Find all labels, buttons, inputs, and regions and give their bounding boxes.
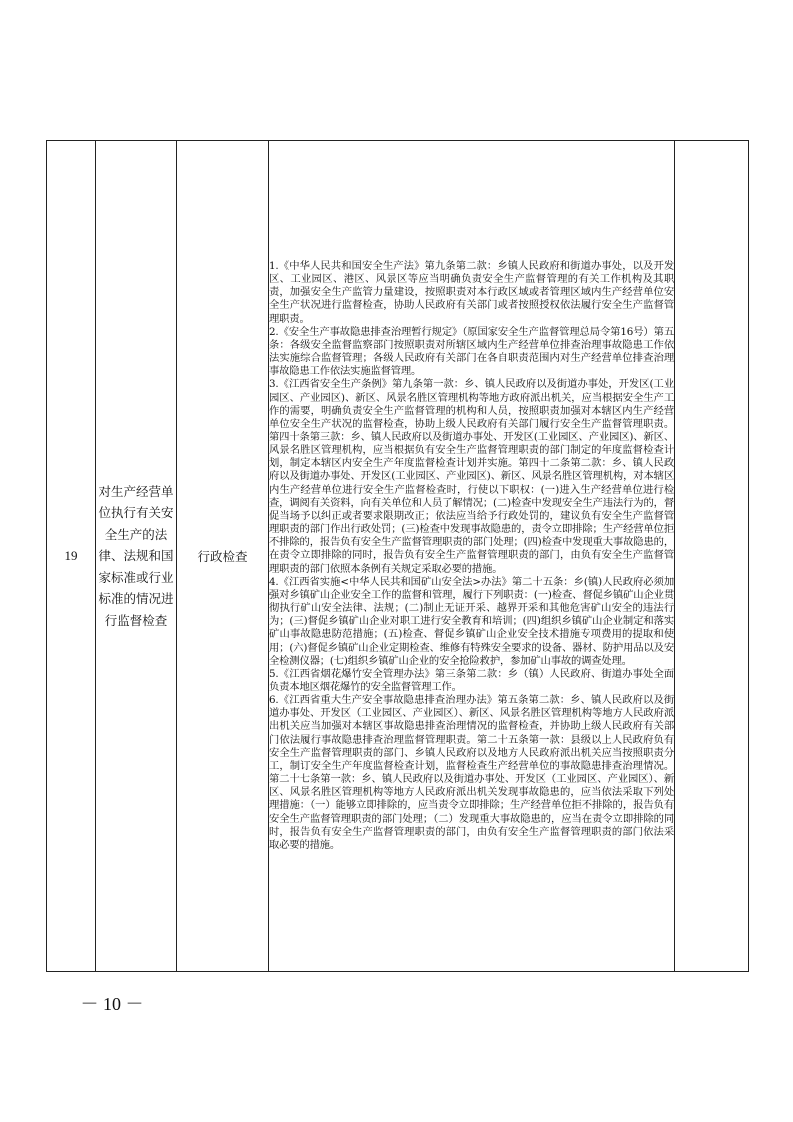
basis-paragraph: 6.《江西省重大生产安全事故隐患排查治理办法》第五条第二款：乡、镇人民政府以及街道办事处、开发区（工业园区、产业园区）、新区、风景名胜区管理机构等地方人民政府派出机关应当加强对本辖区事故隐患排查治理情况的监督检查，并协助上级人民政府有关部门依法履行事故隐患排查治理监督管理职责。第二十五条第一款：县级以上人民政府负有安全生产监督管理职责的部门、乡镇人民政府以及地方人民政府派出机关应当按照职责分工，制订安全生产年度监督检查计划，监督检查生产经营单位的事故隐患排查治理情况。第二十七条第一款：乡、镇人民政府以及街道办事处、开发区（工业园区、产业园区）、新区、风景名胜区管理机构等地方人民政府派出机关发现事故隐患的，应当依法采取下列处理措施：（一）能够立即排除的，应当责令立即排除；生产经营单位拒不排除的，报告负有安全生产监督管理职责的部门处理；（二）发现重大事故隐患的，应当在责令立即排除的同时，报告负有安全生产监督管理职责的部门，由负有安全生产监督管理职责的部门依法采取必要的措施。 [269,694,674,851]
row-number: 19 [47,141,96,972]
basis-paragraph: 1.《中华人民共和国安全生产法》第九条第二款：乡镇人民政府和街道办事处，以及开发区、工业园区、港区、风景区等应当明确负责安全生产监督管理的有关工作机构及其职责，加强安全生产监管力量建设，按照职责对本行政区域或者管理区域内生产经营单位安全生产状况进行监督检查，协助人民政府有关部门或者按照授权依法履行安全生产监督管理职责。 [269,259,674,325]
basis-paragraph: 4.《江西省实施<中华人民共和国矿山安全法>办法》第二十五条：乡(镇)人民政府必须加强对乡镇矿山企业安全工作的监督和管理，履行下列职责：(一)检查、督促乡镇矿山企业贯彻执行矿山安全法律、法规；(二)制止无证开采、越界开采和其他危害矿山安全的违法行为；(三)督促乡镇矿山企业对职工进行安全教育和培训；(四)组织乡镇矿山企业制定和落实矿山事故隐患防范措施；(五)检查、督促乡镇矿山企业安全技术措施专项费用的提取和使用；(六)督促乡镇矿山企业定期检查、维修有特殊安全要求的设备、器材、防护用品以及安全检测仪器；(七)组织乡镇矿山企业的安全抢险救护，参加矿山事故的调查处理。 [269,575,674,667]
basis-paragraph: 3.《江西省安全生产条例》第九条第一款：乡、镇人民政府以及街道办事处，开发区(工业园区、产业园区)、新区、风景名胜区管理机构等地方政府派出机关，应当根据安全生产工作的需要，明确负责安全生产监督管理的机构和人员，按照职责加强对本辖区内生产经营单位安全生产状况的监督检查，协助上级人民政府有关部门履行安全生产监督管理职责。第四十条第三款：乡、镇人民政府以及街道办事处、开发区(工业园区、产业园区)、新区、风景名胜区管理机构，应当根据负有安全生产监督管理职责的部门制定的年度监督检查计划，制定本辖区内安全生产年度监督检查计划并实施。第四十二条第二款：乡、镇人民政府以及街道办事处、开发区(工业园区、产业园区)、新区、风景名胜区管理机构，对本辖区内生产经营单位进行安全生产监督检查时，行使以下职权：(一)进入生产经营单位进行检查，调阅有关资料，向有关单位和人员了解情况；(二)检查中发现安全生产违法行为的，督促当场予以纠正或者要求限期改正；依法应当给予行政处罚的，建议负有安全生产监督管理职责的部门作出行政处罚；(三)检查中发现事故隐患的，责令立即排除；生产经营单位拒不排除的，报告负有安全生产监督管理职责的部门处理；(四)检查中发现重大事故隐患的，在责令立即排除的同时，报告负有安全生产监督管理职责的部门，由负有安全生产监督管理职责的部门依照本条例有关规定采取必要的措施。 [269,378,674,575]
power-list-table [46,140,749,972]
basis-paragraph: 5.《江西省烟花爆竹安全管理办法》第三条第二款：乡（镇）人民政府、街道办事处全面负责本地区烟花爆竹的安全监督管理工作。 [269,667,674,693]
item-name: 对生产经营单位执行有关安全生产的法律、法规和国家标准或行业标准的情况进行监督检查 [96,141,177,972]
table-row [47,141,749,972]
basis-paragraph: 2.《安全生产事故隐患排查治理暂行规定》（原国家安全生产监督管理总局令第16号）第五条：各级安全监督监察部门按照职责对所辖区域内生产经营单位排查治理事故隐患工作依法实施综合监督管理；各级人民政府有关部门在各自职责范围内对生产经营单位排查治理事故隐患工作依法实施监督管理。 [269,325,674,378]
page-number: － 10 － [80,994,144,1014]
item-category: 行政检查 [177,141,269,972]
legal-basis [269,141,675,972]
remarks-cell [675,141,749,972]
